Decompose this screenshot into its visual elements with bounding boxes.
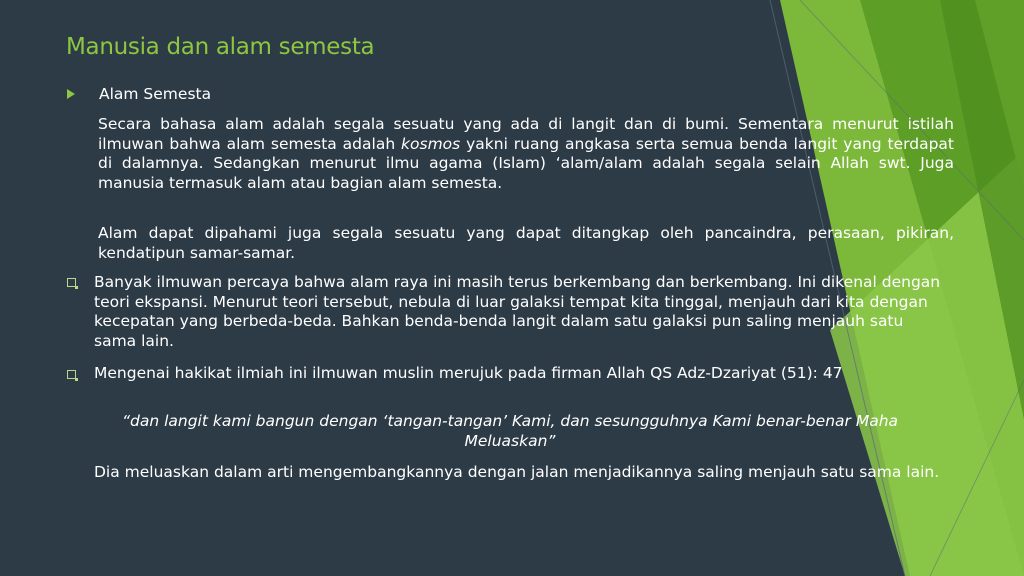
perception-paragraph: Alam dapat dipahami juga segala sesuatu yang dapat ditangkap oleh pancaindra, perasaan, pikiran, kendatipun samar-samar. [98, 224, 954, 262]
definition-text-part2: yakni ruang angkasa serta semua benda langit yang terdapat di dalamnya. Sedangkan menurut ilmu agama (Islam) ‘alam/alam adalah segala selain Allah swt. Juga manusia termasuk alam atau bagian alam semesta. [98, 134, 954, 192]
square-bullet-icon [67, 278, 76, 287]
definition-paragraph [98, 115, 954, 193]
definition-text-part1: Secara bahasa alam adalah segala sesuatu yang ada di langit dan di bumi. Sementara menurut istilah ilmuwan bahwa alam semesta adalah [98, 115, 954, 153]
section-heading: Alam Semesta [99, 85, 212, 103]
definition-italic-term: kosmos [401, 134, 461, 153]
closing-paragraph: Dia meluaskan dalam arti mengembangkannya dengan jalan menjadikannya saling menjauh satu sama lain. [94, 463, 940, 481]
quran-reference-bullet: Mengenai hakikat ilmiah ini ilmuwan muslin merujuk pada firman Allah QS Adz-Dzariyat (51): 47 [94, 364, 843, 382]
expansion-theory-bullet: Banyak ilmuwan percaya bahwa alam raya ini masih terus berkembang dan berkembang. Ini dikenal dengan teori ekspansi. Menurut teori tersebut, nebula di luar galaksi tempat kita tinggal, menjauh dari kita dengan kecepatan yang berbeda-beda. Bahkan benda-benda langit dalam satu galaksi pun saling menjauh satu sama lain. [94, 273, 941, 350]
slide-title: Manusia dan alam semesta [66, 34, 375, 60]
square-bullet-icon [67, 370, 76, 379]
quran-quote: “dan langit kami bangun dengan ‘tangan-tangan’ Kami, dan sesungguhnya Kami benar-benar Maha Meluaskan” [121, 412, 899, 450]
arrow-bullet-icon [67, 89, 75, 99]
